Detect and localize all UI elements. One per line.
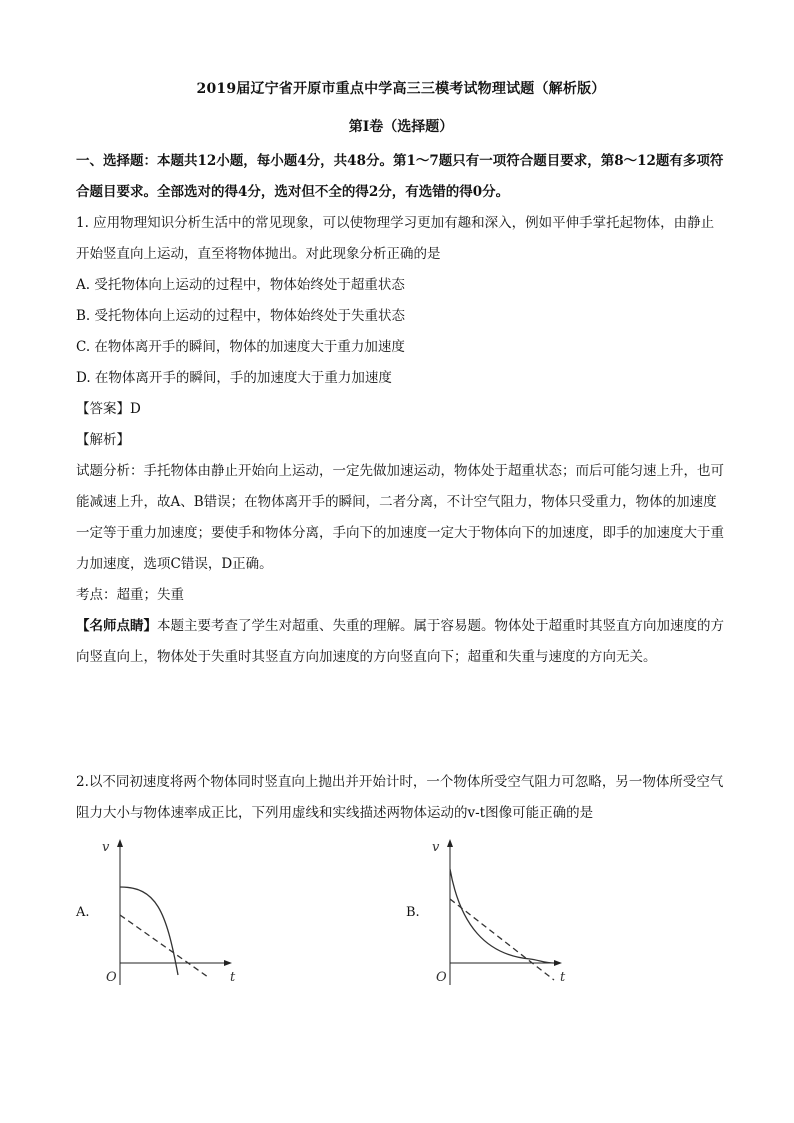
spacer bbox=[76, 673, 726, 767]
tips-text: 本题主要考查了学生对超重、失重的理解。属于容易题。物体处于超重时其竖直方向加速度的方向竖直向上，物体处于失重时其竖直方向加速度的方向竖直向下；超重和失重与速度的方向无关。 bbox=[76, 618, 724, 665]
v-axis-label: v bbox=[102, 840, 110, 855]
dashed-line bbox=[450, 899, 554, 980]
document-page bbox=[76, 78, 726, 995]
question-1-option-b: B. 受托物体向上运动的过程中，物体始终处于失重状态 bbox=[76, 308, 406, 324]
question-2-stem: 2.以不同初速度将两个物体同时竖直向上抛出并开始计时，一个物体所受空气阻力可忽略，另一物体所受空气阻力大小与物体速率成正比，下列用虚线和实线描述两物体运动的v-t图像可能正确的是 bbox=[76, 774, 724, 821]
answer-line bbox=[76, 394, 726, 425]
v-axis-arrow bbox=[447, 839, 453, 847]
tips-paragraph bbox=[76, 611, 726, 673]
option-a-vt-graph bbox=[96, 835, 246, 995]
option-b-label: B. bbox=[406, 905, 420, 920]
analysis-label: 【解析】 bbox=[76, 432, 130, 448]
question-1-option-d: D. 在物体离开手的瞬间，手的加速度大于重力加速度 bbox=[76, 370, 392, 386]
question-1-option-c: C. 在物体离开手的瞬间，物体的加速度大于重力加速度 bbox=[76, 339, 405, 355]
dashed-line bbox=[120, 915, 208, 977]
answer-value: D bbox=[130, 401, 141, 417]
v-axis-label: v bbox=[432, 840, 440, 855]
t-axis-arrow bbox=[554, 960, 562, 966]
option-b-vt-graph bbox=[426, 835, 576, 995]
origin-label: O bbox=[106, 970, 117, 985]
question-1-option-a: A. 受托物体向上运动的过程中，物体始终处于超重状态 bbox=[76, 277, 405, 293]
tips-label: 【名师点睛】 bbox=[76, 618, 157, 634]
t-axis-label: t bbox=[560, 970, 566, 985]
analysis-text: 试题分析：手托物体由静止开始向上运动，一定先做加速运动，物体处于超重状态；而后可能匀速上升，也可能减速上升，故A、B错误；在物体离开手的瞬间，二者分离，不计空气阻力，物体只受重力，物体的加速度一定等于重力加速度；要使手和物体分离，手向下的加速度一定大于物体向下的加速度，即手的加速度大于重力加速度，选项C错误，D正确。 bbox=[76, 463, 724, 572]
origin-label: O bbox=[436, 970, 447, 985]
solid-curve bbox=[450, 869, 554, 963]
solid-curve bbox=[120, 887, 178, 975]
part-heading: 一、选择题：本题共12小题，每小题4分，共48分。第1～7题只有一项符合题目要求，第8～12题有多项符合题目要求。全部选对的得4分，选对但不全的得2分，有选错的得0分。 bbox=[76, 153, 724, 200]
t-axis-arrow bbox=[224, 960, 232, 966]
document-title: 2019届辽宁省开原市重点中学高三三模考试物理试题（解析版） bbox=[196, 81, 606, 97]
question-1-stem: 1. 应用物理知识分析生活中的常见现象，可以使物理学习更加有趣和深入，例如平伸手掌托起物体，由静止开始竖直向上运动，直至将物体抛出。对此现象分析正确的是 bbox=[76, 215, 715, 262]
answer-label: 【答案】 bbox=[76, 401, 130, 417]
v-axis-arrow bbox=[117, 839, 123, 847]
t-axis-label: t bbox=[230, 970, 236, 985]
question-2-figures bbox=[76, 835, 726, 995]
kaodian-line: 考点：超重；失重 bbox=[76, 587, 184, 603]
section-title: 第Ⅰ卷（选择题） bbox=[348, 119, 454, 135]
option-a-label: A. bbox=[76, 905, 90, 920]
